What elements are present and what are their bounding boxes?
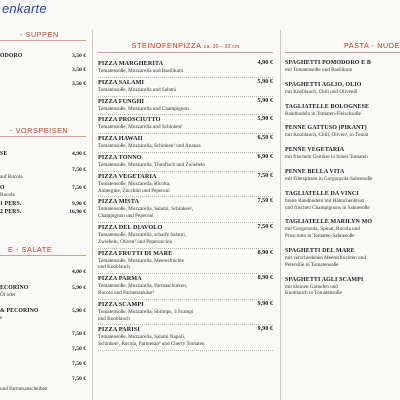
item-price: 4,90 € [72,151,86,157]
pizza-price: 8,90 € [257,274,273,282]
item-description: Öl oder [0,292,16,298]
pizza-item [98,249,273,275]
item-name: 1 PERS. [0,201,22,207]
pizza-price: 4,90 € [257,59,273,66]
pasta-description: und frischen Champignons in Sahnesoße [285,204,370,211]
left-menu-line [0,52,86,60]
fold-line [280,30,281,400]
left-menu-line [0,284,86,292]
left-menu-line [0,192,86,199]
pizza-price: 5,90 € [257,96,273,104]
left-menu-line [0,184,86,192]
pizza-description: Tomatensoße, Mozzarella, scharfe Salami, [98,231,187,238]
pizza-price: 9,90 € [257,325,273,333]
pasta-name: SPAGHETTI DEL MARE [285,247,355,254]
item-price: 7,50 € [72,346,86,352]
item-name: ODORO [0,53,23,59]
pizza-description: Tomatensoße, Mozzarella, Parmaschinken, [98,283,188,290]
item-name: O [0,185,5,191]
pizza-description: Champignon und Peperoni [98,213,154,220]
pasta-name: PENNE BELLA VITA [285,168,345,175]
pizza-description: Tomatensoße, Mozzarella und Basilikum [98,68,184,74]
pizza-item [98,153,273,172]
pizza-description: Tomatensoße, Mozzarella, Salami Napoli, [98,334,186,341]
pizza-name: PIZZA PROSCIUTTO [98,116,161,124]
pizza-name: PIZZA DEL DIAVOLO [98,223,163,231]
pasta-description: mit Knoblauch, Chili, Oliven², in Tomat [285,132,369,139]
pasta-name: SPAGHETTI POMODORO E B [285,60,371,66]
pizza-item [98,223,273,249]
item-name: 2 PERS. [0,209,22,215]
item-description: und Parmesanscheiben [0,386,48,392]
pizza-price: 6,90 € [257,152,273,160]
item-price: 9,90 € [72,201,86,207]
pizza-name: PIZZA PARISI [98,326,140,334]
pasta-description: mit Knoblauch, Chili und Olivenöl [285,88,358,95]
item-description: Rucola [0,192,15,198]
pasta-description: mit verschiedenen Meeresfrüchten und [285,254,366,261]
pasta-item [285,103,400,118]
pizza-item [98,134,273,153]
pizza-price: 8,90 € [257,248,273,256]
pizza-description: Zwiebeln, Oliven² und Peperoncino [98,238,173,245]
pizza-list [98,59,273,400]
pizza-item [98,115,273,134]
pasta-item [285,146,400,161]
pizza-price: 5,90 € [257,115,273,123]
section-title-pasta: PASTA - NUDE [285,40,400,53]
pasta-name: PENNE VEGETARIA [285,147,345,154]
pizza-description: Tomatensoße, Mozzarella, Shrimps, 3 Scampi [98,308,194,315]
pasta-name: TAGLIATELLE MARILYN MO [285,219,373,226]
item-price: 5,90 € [72,285,86,291]
pizza-item [98,78,273,97]
pizza-description: Aubergine, Zucchini und Peperoni [98,187,170,194]
item-name: ECORINO [0,285,29,291]
pasta-description: mit kleinen Garnelen und [285,283,338,290]
item-price: 7,50 € [72,331,86,337]
item-price: 16,90 € [69,209,86,215]
pizza-description: Tomatensoße, Mozzarella, Schinken¹ und Ananas [98,143,201,150]
left-menu-line [0,315,86,322]
pasta-item [285,247,400,269]
pasta-item [285,190,400,212]
pasta-description: mit Gorgonzola, Spinat, Rucola und [285,226,360,233]
pizza-item [98,274,273,300]
pizza-name: PIZZA VEGETARIA [98,172,157,180]
pizza-description: und Knoblauch [98,264,130,271]
section-title-salads: E - SALATE [0,244,86,256]
left-menu-line [0,307,86,315]
pizza-item [98,59,273,78]
pizza-name: PIZZA MARGHERITA [98,60,164,67]
left-menu-line [0,208,86,216]
pizza-name: PIZZA PARMA [98,275,142,283]
pizza-name: PIZZA FRUTTI DI MARE [98,249,173,257]
item-price: 7,50 € [72,361,86,367]
pasta-item [285,59,400,74]
pasta-description: Knoblauch in Tomatensoße [285,290,342,297]
left-menu-line [0,200,86,208]
pasta-description: breite Bandnudeln mit Hähnchenbrust [285,197,365,204]
section-title-pizza [98,40,273,53]
pizza-item [98,325,273,351]
pizza-item [98,97,273,116]
pasta-item [285,218,400,240]
pizza-description: Schinken¹, Rucola, Parmesan³ und Cherry Tomaten [98,341,205,348]
pizza-name: PIZZA FUNGHI [98,97,145,105]
menu-title: enkarte [2,1,47,16]
pizza-description: Tomatensoße, Mozzarella, Ricotta, [98,180,171,187]
pizza-item [98,172,273,198]
section-title-starters: - VORSPEISEN [0,125,86,137]
section-title-soups: - SUPPEN [0,29,86,41]
pasta-name: SPAGHETTI AGLIO, OLIO [285,81,362,88]
pizza-price: 7,50 € [257,222,273,230]
item-price: 7,50 € [72,167,86,173]
item-price: 7,50 € [72,376,86,382]
pasta-item [285,276,400,298]
pizza-description: Tomatensoße, Mozzarella, Salami, Schinken¹, [98,206,194,213]
item-price: 7,50 € [72,185,86,191]
pizza-item [98,197,273,223]
pasta-item [285,81,400,96]
pizza-name: PIZZA HAWAII [98,135,143,143]
left-menu-line [0,174,86,181]
left-menu-line [0,386,86,393]
pizza-name: PIZZA MISTA [98,198,140,206]
item-price: 5,90 € [72,308,86,314]
pasta-name: SPAGHETTI AGLI SCAMPI [285,276,364,283]
pasta-description: Bandnudeln in Tomaten-Fleischsoße [285,110,361,117]
pasta-description: mit Filetspitzen in Gorgonzola-Sahnesoße [285,175,373,182]
left-menu-line [0,150,86,158]
pizza-description: Rucola und Parmesankäse³ [98,289,155,296]
item-price: 3,50 € [72,53,86,59]
pizza-name: PIZZA TONNO [98,153,142,161]
pasta-description: Petersilie in Tomatensoße [285,261,339,268]
item-name: SE [0,151,8,157]
pizza-description: Tomatensoße, Mozzarella und Salami [98,86,177,93]
pasta-description: Prosciutto in Tomaten-Sahnesoße [285,233,355,240]
pizza-price: 5,90 € [257,77,273,85]
pizza-price: 6,50 € [257,134,273,142]
pasta-name: TAGLIATELLE BOLOGNESE [285,103,370,110]
pasta-description: mit frischem Gemüse in feiner Tomaten [285,154,368,161]
pasta-list [285,59,400,400]
pizza-price: 7,50 € [257,171,273,179]
pizza-title: STEINOFENPIZZA [131,41,202,50]
pizza-description: Tomatensoße, Mozzarella und Champignon [98,105,189,112]
pizza-description: Tomatensoße, Mozzarella, Thunfisch und Zwiebeln [98,161,206,168]
pizza-price: 9,90 € [257,299,273,307]
item-description: auf Rucola [0,174,23,180]
pasta-name: TAGLIATELLE DA VINCI [285,190,359,197]
pizza-price: 7,50 € [257,197,273,205]
pasta-item [285,168,400,183]
item-name: & PECORINO [0,308,39,314]
pasta-description: mit Tomatensoße und Basilikum [285,67,353,73]
left-menu-line [0,292,86,299]
pasta-item [285,124,400,139]
item-price: 3,50 € [72,67,86,73]
pizza-name: PIZZA SCAMPI [98,300,144,308]
item-price: 4,00 € [72,269,86,275]
pizza-size: ca. 30 – 32 cm [203,44,240,50]
fold-line [92,30,93,400]
left-column [0,0,86,400]
item-price: 3,50 € [72,81,86,87]
pizza-item [98,300,273,326]
pizza-description: Tomatensoße, Mozzarella und Schinken¹ [98,124,183,131]
item-description: e [0,315,3,321]
pasta-name: PENNE GATTUSO (PIKANT) [285,125,367,132]
pizza-description: Tomatensoße, Mozzarella, Meeresfrüchte [98,257,185,264]
pizza-name: PIZZA SALAMI [98,78,145,86]
pizza-description: und Knoblauch [98,315,130,322]
